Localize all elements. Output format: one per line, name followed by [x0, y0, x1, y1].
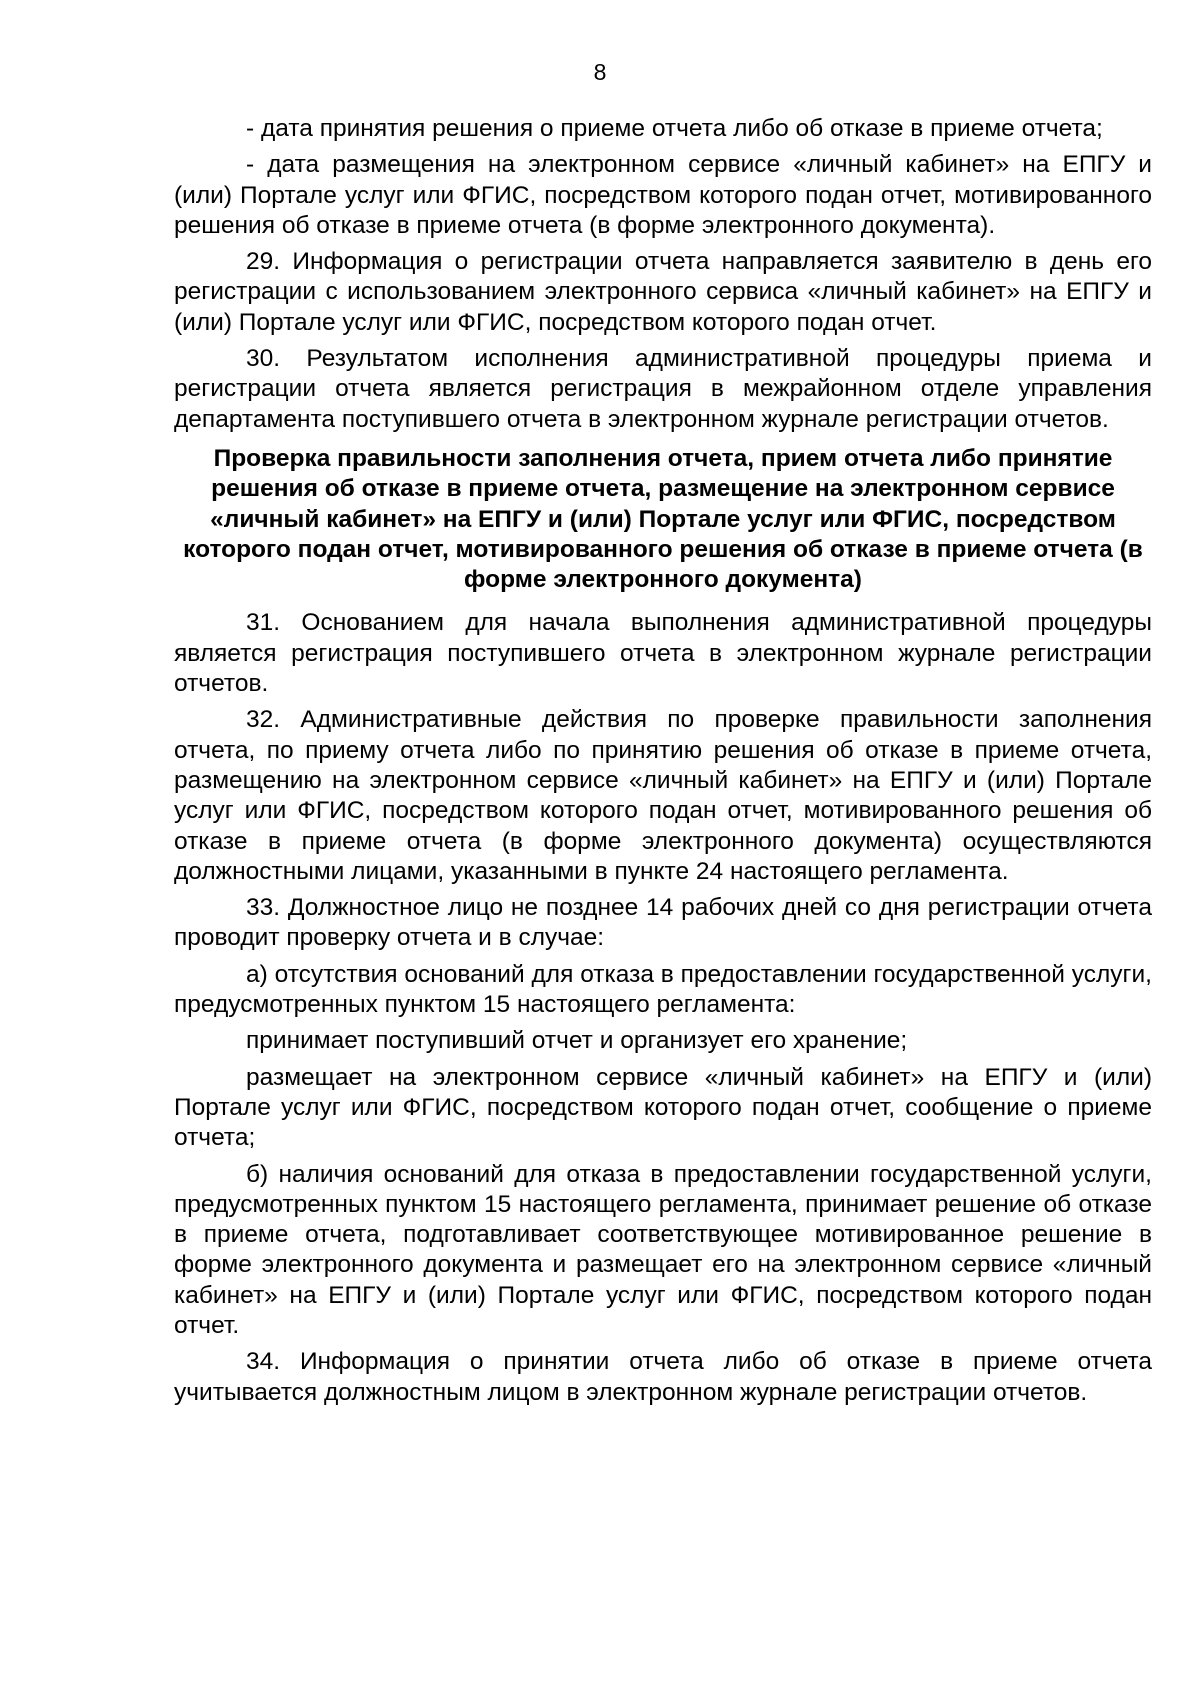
paragraph-posts-message: размещает на электронном сервисе «личный кабинет» на ЕПГУ и (или) Портале услуг или ФГИС, посредством которого подан отчет, сообщение о приеме отчета; — [174, 1063, 1152, 1152]
paragraph-accepts-report: принимает поступивший отчет и организует его хранение; — [246, 1027, 908, 1055]
paragraph-placement-date: - дата размещения на электронном сервисе «личный кабинет» на ЕПГУ и (или) Портале услуг или ФГИС, посредством которого подан отчет, мотивированного решения об отказе в приеме отчета (в форме электронного документа). — [174, 151, 1152, 239]
section-heading: Проверка правильности заполнения отчета, прием отчета либо принятие решения об отказе в приеме отчета, размещение на электронном сервисе «личный кабинет» на ЕПГУ и (или) Портале услуг или ФГИС, посредством которого подан отчет, мотивированного решения об отказе в приеме отчета (в форме электронного документа) — [183, 444, 1143, 594]
paragraph-33-a: а) отсутствия оснований для отказа в предоставлении государственной услуги, предусмотренных пунктом 15 настоящего регламента: — [174, 960, 1152, 1019]
paragraph-31: 31. Основанием для начала выполнения административной процедуры является регистрация поступившего отчета в электронном журнале регистрации отчетов. — [174, 609, 1152, 698]
paragraph-33-b: б) наличия оснований для отказа в предоставлении государственной услуги, предусмотренных пунктом 15 настоящего регламента, принимает решение об отказе в приеме отчета, подготавливает соответствующее мотивированное решение в форме электронного документа и размещает его на электронном сервисе «личный кабинет» на ЕПГУ и (или) Портале услуг или ФГИС, посредством которого подан отчет. — [174, 1160, 1152, 1339]
paragraph-34: 34. Информация о принятии отчета либо об отказе в приеме отчета учитывается должностным лицом в электронном журнале регистрации отчетов. — [174, 1348, 1152, 1406]
paragraph-29: 29. Информация о регистрации отчета направляется заявителю в день его регистрации с использованием электронного сервиса «личный кабинет» на ЕПГУ и (или) Портале услуг или ФГИС, посредством которого подан отчет. — [174, 248, 1152, 336]
paragraph-decision-date: - дата принятия решения о приеме отчета либо об отказе в приеме отчета; — [246, 115, 1103, 142]
paragraph-30: 30. Результатом исполнения административной процедуры приема и регистрации отчета является регистрация в межрайонном отделе управления департамента поступившего отчета в электронном журнале регистрации отчетов. — [174, 345, 1152, 433]
paragraph-33: 33. Должностное лицо не позднее 14 рабочих дней со дня регистрации отчета проводит проверку отчета и в случае: — [174, 894, 1152, 952]
page-number: 8 — [593, 59, 607, 85]
paragraph-32: 32. Административные действия по проверке правильности заполнения отчета, по приему отчета либо по принятию решения об отказе в приеме отчета, размещению на электронном сервисе «личный кабинет» на ЕПГУ и (или) Портале услуг или ФГИС, посредством которого подан отчет, мотивированного решения об отказе в приеме отчета (в форме электронного документа) осуществляются должностными лицами, указанными в пункте 24 настоящего регламента. — [174, 706, 1152, 885]
document-body — [174, 114, 1152, 1414]
